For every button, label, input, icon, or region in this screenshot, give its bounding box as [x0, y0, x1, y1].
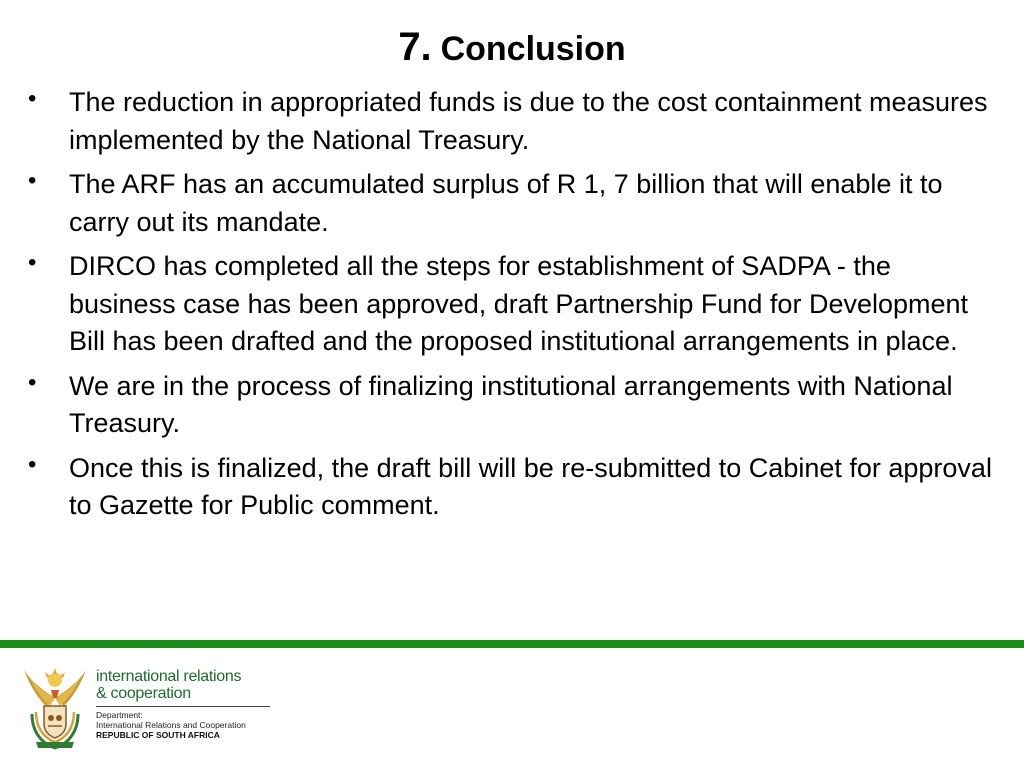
bullet-text: Once this is finalized, the draft bill will be re-submitted to Cabinet for approval to Gazette for Public comment.: [69, 452, 992, 520]
footer-divider-bar: [0, 640, 1024, 648]
department-logo: [22, 668, 272, 750]
department-name-line2: & cooperation: [96, 685, 191, 702]
bullet-dot-icon: •: [28, 368, 37, 396]
bullet-dot-icon: •: [28, 85, 37, 112]
bullet-item: [0, 84, 1024, 159]
bullet-dot-icon: •: [28, 249, 37, 276]
bullet-item: [0, 248, 1024, 361]
bullet-dot-icon: •: [28, 450, 37, 478]
bullet-item: [0, 368, 1024, 443]
bullet-text: We are in the process of finalizing institutional arrangements with National Treasury.: [69, 370, 953, 438]
slide-title: [0, 22, 1024, 74]
coat-of-arms-icon: [22, 668, 88, 750]
bullet-item: [0, 166, 1024, 241]
department-divider: [96, 706, 270, 707]
department-text-block: [96, 668, 272, 740]
department-name-line1: international relations: [96, 668, 242, 685]
bullet-text: DIRCO has completed all the steps for establishment of SADPA - the business case has been approved, draft Partnership Fund for Development Bill has been drafted and the proposed institutional arrangements in place.: [69, 251, 969, 356]
bullet-text: The ARF has an accumulated surplus of R 1, 7 billion that will enable it to carry out its mandate.: [69, 169, 943, 237]
title-text: Conclusion: [440, 30, 626, 68]
department-full-name: International Relations and Cooperation: [96, 720, 246, 730]
bullet-list: [0, 84, 1024, 532]
title-number: 7.: [398, 25, 432, 69]
bullet-dot-icon: •: [28, 167, 37, 194]
bullet-text: The reduction in appropriated funds is due to the cost containment measures implemented by the National Treasury.: [69, 87, 988, 155]
department-label: Department:: [96, 710, 143, 720]
country-name: REPUBLIC OF SOUTH AFRICA: [96, 730, 220, 740]
bullet-item: [0, 450, 1024, 525]
